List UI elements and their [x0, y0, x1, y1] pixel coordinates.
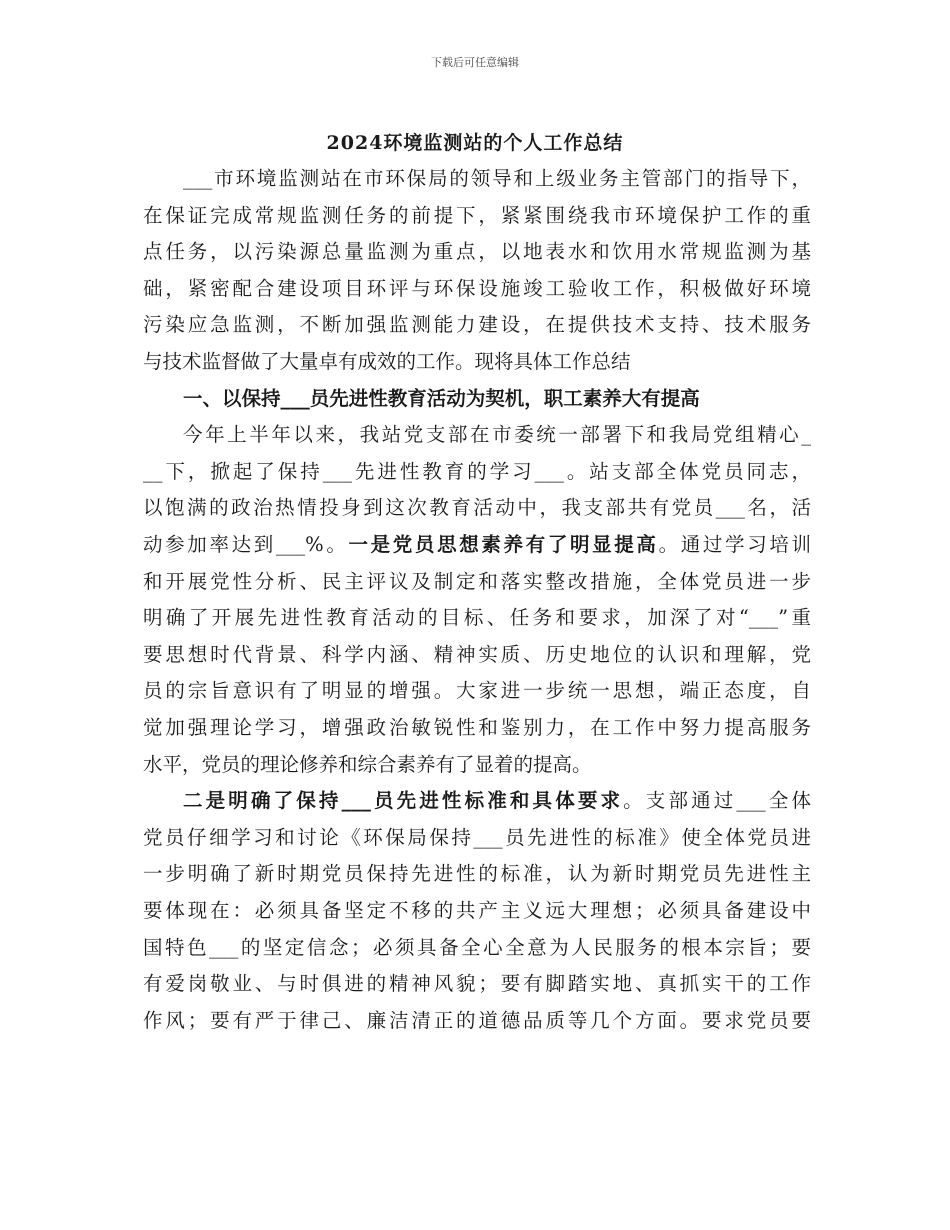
- text-segment: 觉加强理论学习，增强政治敏锐性和鉴别力，在工作中努力提高服务: [143, 716, 811, 739]
- text-line: [143, 571, 811, 593]
- text-line: [143, 241, 811, 263]
- header-note: 下载后可任意编辑: [431, 56, 519, 69]
- text-line: [143, 607, 811, 629]
- text-segment: 。支部通过___全体: [623, 789, 811, 813]
- text-line: [183, 790, 811, 812]
- text-segment: 作风；要有严于律己、廉洁清正的道德品质等几个方面。要求党员要: [143, 1008, 811, 1032]
- text-line: [143, 461, 811, 483]
- document-title: 2024环境监测站的个人工作总结: [326, 132, 624, 154]
- bold-text-segment: 一是党员思想素养有了明显提高: [348, 533, 659, 556]
- text-segment: 础，紧密配合建设项目环评与环保设施竣工验收工作，积极做好环境: [143, 276, 811, 300]
- text-segment: 员的宗旨意识有了明显的增强。大家进一步统一思想，端正态度，自: [143, 679, 811, 703]
- text-segment: 有爱岗敬业、与时俱进的精神风貌；要有脚踏实地、真抓实干的工作: [143, 972, 811, 996]
- text-segment: 一步明确了新时期党员保持先进性的标准，认为新时期党员先进性主: [143, 862, 811, 886]
- text-segment: 。通过学习培训: [658, 533, 811, 556]
- text-segment: 今年上半年以来，我站党支部在市委统一部署下和我局党组精心_: [183, 423, 811, 447]
- bold-text-segment: 一、以保持___员先进性教育活动为契机，职工素养大有提高: [183, 386, 700, 410]
- text-line: [143, 827, 811, 849]
- text-line: [143, 351, 811, 373]
- text-segment: 国特色___的坚定信念；必须具备全心全意为人民服务的根本宗旨；要: [143, 935, 811, 959]
- text-line: [143, 900, 811, 922]
- text-segment: 明确了开展先进性教育活动的目标、任务和要求，加深了对“___”重: [143, 606, 811, 630]
- text-line: [143, 278, 811, 300]
- text-segment: 水平，党员的理论修养和综合素养有了显着的提高。: [143, 752, 592, 776]
- text-line: [183, 168, 811, 190]
- text-line: [143, 314, 811, 336]
- text-segment: 点任务，以污染源总量监测为重点，以地表水和饮用水常规监测为基: [143, 240, 811, 264]
- text-segment: 动参加率达到___%。: [143, 533, 349, 556]
- text-line: [143, 717, 811, 739]
- text-line: [143, 973, 811, 995]
- text-segment: 以饱满的政治热情投身到这次教育活动中，我支部共有党员___名，活: [143, 496, 811, 520]
- text-line: [183, 424, 811, 446]
- text-segment: 与技术监督做了大量卓有成效的工作。现将具体工作总结: [143, 350, 631, 373]
- text-line: [143, 863, 811, 885]
- text-segment: 要思想时代背景、科学内涵、精神实质、历史地位的认识和理解，党: [143, 642, 811, 666]
- text-segment: 在保证完成常规监测任务的前提下，紧紧围绕我市环境保护工作的重: [143, 203, 811, 227]
- text-segment: __下，掀起了保持___先进性教育的学习___。站支部全体党员同志，: [143, 459, 811, 483]
- text-line: [143, 497, 811, 519]
- text-line: [143, 205, 811, 227]
- text-line: [183, 388, 811, 410]
- text-segment: 和开展党性分析、民主评议及制定和落实整改措施，全体党员进一步: [143, 569, 811, 593]
- text-segment: 污染应急监测，不断加强监测能力建设，在提供技术支持、技术服务: [143, 313, 811, 337]
- text-line: [143, 1010, 811, 1032]
- text-segment: 党员仔细学习和讨论《环保局保持___员先进性的标准》使全体党员进: [143, 825, 811, 849]
- text-line: [143, 754, 811, 776]
- bold-text-segment: 二是明确了保持___员先进性标准和具体要求: [183, 789, 624, 813]
- text-segment: 要体现在：必须具备坚定不移的共产主义远大理想；必须具备建设中: [143, 899, 811, 922]
- text-line: [143, 680, 811, 702]
- text-line: [143, 644, 811, 666]
- text-line: [143, 937, 811, 959]
- text-segment: ___市环境监测站在市环保局的领导和上级业务主管部门的指导下，: [183, 167, 811, 190]
- text-line: [143, 534, 811, 556]
